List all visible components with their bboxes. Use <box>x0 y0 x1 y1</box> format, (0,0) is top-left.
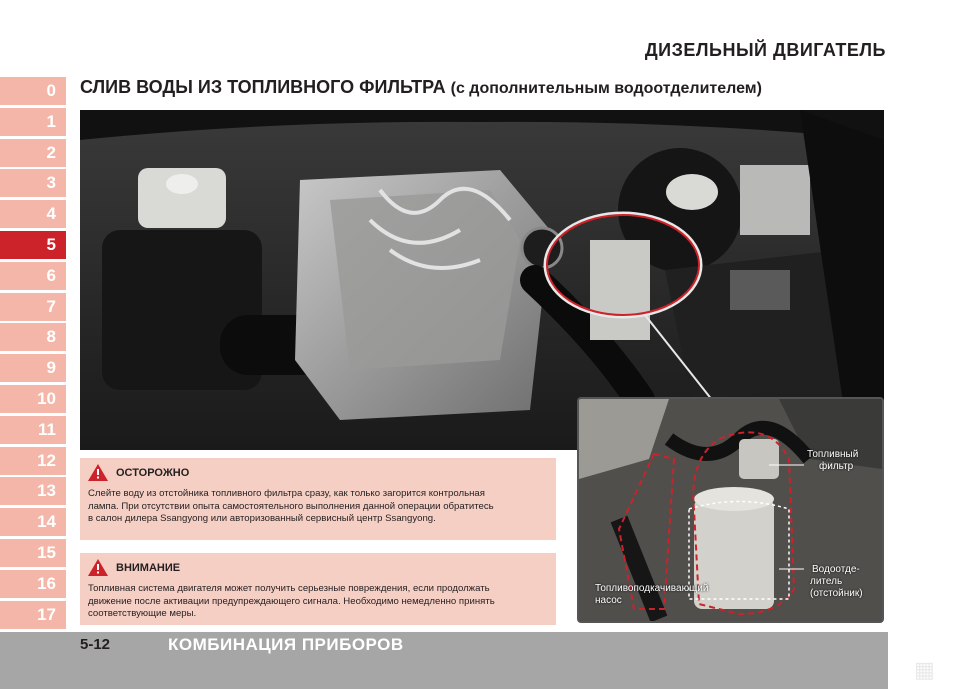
water-separator-label <box>810 564 863 600</box>
caution-header <box>88 464 548 481</box>
chapter-tab-11[interactable]: 11 <box>0 416 66 444</box>
warning-triangle-icon <box>88 464 108 481</box>
attention-text <box>88 583 548 621</box>
page-heading <box>80 77 762 98</box>
fuel-filter-inset-photo <box>577 397 884 623</box>
chapter-tab-8[interactable]: 8 <box>0 323 66 351</box>
attention-title: ВНИМАНИЕ <box>116 561 181 574</box>
chapter-tab-6[interactable]: 6 <box>0 262 66 290</box>
chapter-tab-1[interactable]: 1 <box>0 108 66 136</box>
chapter-tab-3[interactable]: 3 <box>0 169 66 197</box>
chapter-tab-9[interactable]: 9 <box>0 354 66 382</box>
warning-triangle-icon <box>88 559 108 576</box>
chapter-tab-14[interactable]: 14 <box>0 508 66 536</box>
caution-text <box>88 488 548 526</box>
footer-title: КОМБИНАЦИЯ ПРИБОРОВ <box>168 635 404 654</box>
attention-header <box>88 559 548 576</box>
chapter-tab-12[interactable]: 12 <box>0 447 66 475</box>
footer-bar <box>0 632 888 689</box>
fuel-filter-label <box>807 449 858 473</box>
chapter-tab-17[interactable]: 17 <box>0 601 66 629</box>
pump-label-line1: Топливоподкачивающий <box>595 583 709 594</box>
chapter-tab-0[interactable]: 0 <box>0 77 66 105</box>
chapter-tab-13[interactable]: 13 <box>0 477 66 505</box>
caution-line: лампа. При отсутствии опыта самостоятельного выполнения данной операции обратитесь <box>88 500 494 512</box>
pump-label <box>595 583 708 607</box>
attention-box <box>80 553 556 625</box>
attention-line: соответствующие меры. <box>88 608 197 619</box>
caution-line: в салон дилера Ssangyong или авторизованный сервисный центр Ssangyong. <box>88 513 436 524</box>
chapter-tab-10[interactable]: 10 <box>0 385 66 413</box>
page-subtitle: (с дополнительным водоотделителем) <box>450 80 762 97</box>
fuel-filter-label-line1: Топливный <box>807 449 859 460</box>
chapter-tab-15[interactable]: 15 <box>0 539 66 567</box>
attention-line: движение после активации предупреждающего сигнала. Необходимо немедленно принять <box>88 595 495 607</box>
chapter-tab-7[interactable]: 7 <box>0 293 66 321</box>
page-number: 5-12 <box>80 636 111 653</box>
section-title: ДИЗЕЛЬНЫЙ ДВИГАТЕЛЬ <box>644 40 886 60</box>
caution-line: Слейте воду из отстойника топливного фильтра сразу, как только загорится контрольная <box>88 488 485 499</box>
chapter-tab-16[interactable]: 16 <box>0 570 66 598</box>
separator-label-line3: (отстойник) <box>810 588 863 599</box>
chapter-tab-2[interactable]: 2 <box>0 139 66 167</box>
chapter-tab-5[interactable]: 5 <box>0 231 66 259</box>
separator-label-line1: Водоотде- <box>812 564 860 575</box>
caution-title: ОСТОРОЖНО <box>116 466 190 479</box>
separator-label-line2: литель <box>810 576 843 587</box>
chapter-tab-4[interactable]: 4 <box>0 200 66 228</box>
corner-decoration-icon: ▦ <box>914 657 935 682</box>
chapter-tabs <box>0 77 66 631</box>
page-title: СЛИВ ВОДЫ ИЗ ТОПЛИВНОГО ФИЛЬТРА <box>80 77 446 97</box>
fuel-filter-label-line2: фильтр <box>819 461 854 472</box>
caution-box <box>80 458 556 540</box>
attention-line: Топливная система двигателя может получить серьезные повреждения, если продолжать <box>88 583 490 594</box>
pump-label-line2: насос <box>595 595 622 606</box>
